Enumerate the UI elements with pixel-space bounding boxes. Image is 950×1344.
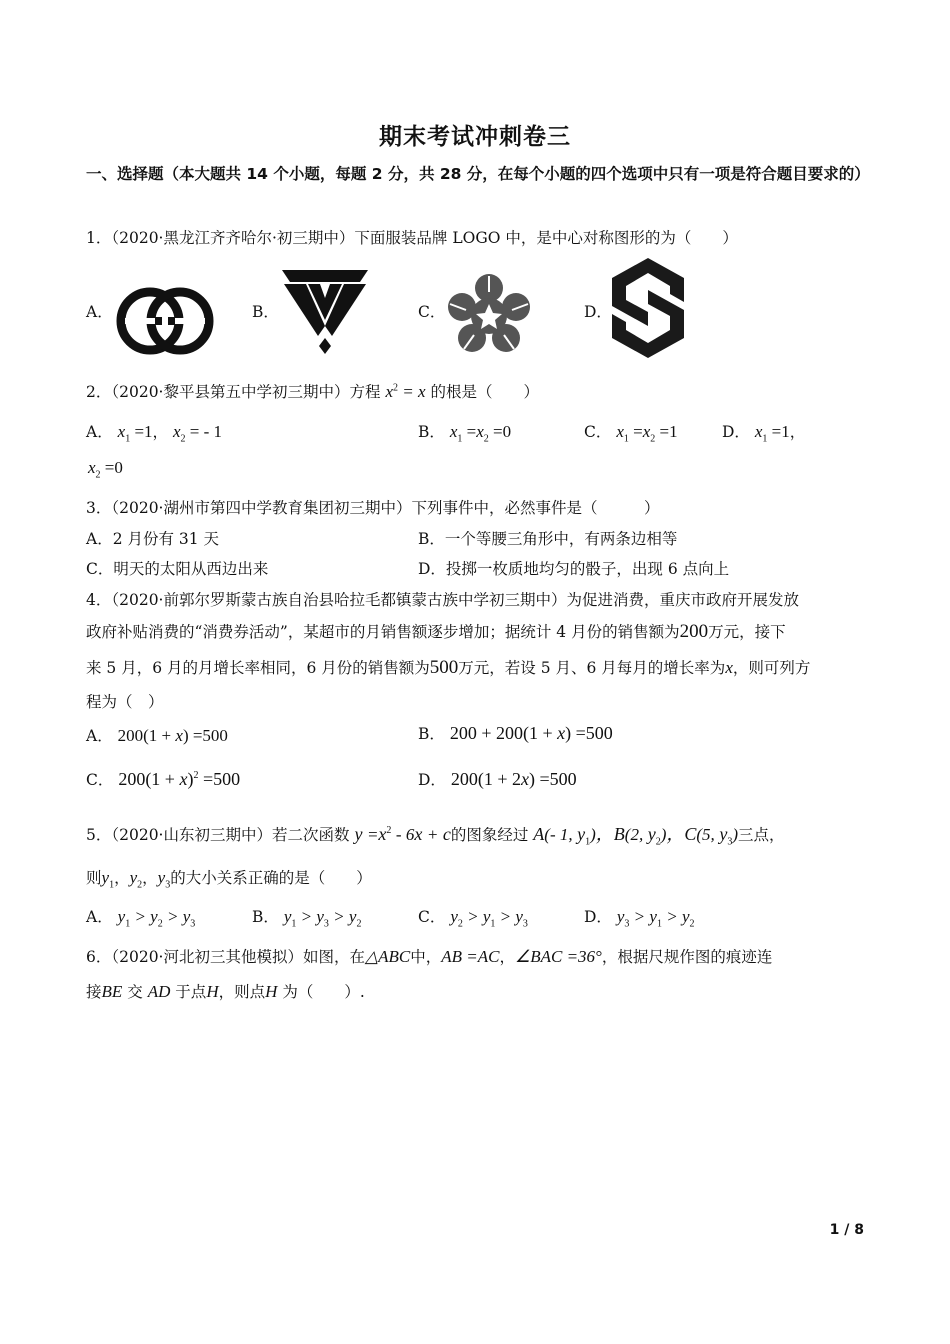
page-number: 1 / 8	[829, 1222, 864, 1238]
q2-stem-suffix: 的根是（ ）	[430, 383, 539, 401]
flower-logo-image	[446, 272, 532, 356]
q2-option-b-label: B．	[418, 423, 445, 441]
q1-stem: 1．（2020·黑龙江齐齐哈尔·初三期中）下面服装品牌 LOGO 中，是中心对称图形的为（ ）	[86, 229, 738, 247]
q3-option-d: D．投掷一枚质地均匀的骰子，出现 6 点向上	[418, 560, 730, 578]
q4-option-c: C． $200(1 + x)^2 =500$	[86, 769, 241, 789]
page-title: 期末考试冲刺卷三	[379, 124, 571, 150]
q6-line-1: 6．（2020·河北初三其他模拟）如图，在△ABC中，AB =AC，∠BAC =36°，根据尺规作图的痕迹连	[86, 947, 773, 966]
q3-stem: 3．（2020·湖州市第四中学教育集团初三期中）下列事件中，必然事件是（ ）	[86, 499, 660, 517]
q4-line-3-suffix: ，则可列方	[732, 659, 811, 677]
q6-line-1-middle-2: ，	[499, 948, 515, 966]
q4-option-a: A． 200(1 + x) =500	[86, 726, 228, 745]
q4-variable: x	[725, 658, 733, 677]
q2-option-d-continued: $x_2 =0$	[88, 458, 123, 481]
q5-option-c-label: C．	[418, 908, 446, 926]
q5-line-2-suffix: 的大小关系正确的是（ ）	[170, 869, 372, 887]
q5-option-d-label: D．	[584, 908, 612, 926]
v-shape-logo-image	[280, 268, 370, 356]
q3-option-a: A．2 月份有 31 天	[86, 530, 220, 548]
q5-option-c: C． $y_2 > y_1 > y_3$	[418, 907, 528, 930]
q1-option-a-label: A．	[86, 303, 113, 321]
section-heading: 一、选择题（本大题共 14 个小题，每题 2 分，共 28 分，在每个小题的四个选项中只有一项是符合题目要求的）	[86, 165, 870, 183]
q6-line-1-middle-1: 中，	[410, 948, 442, 966]
q4-line-2	[86, 620, 786, 643]
q3-option-c: C．明天的太阳从西边出来	[86, 560, 269, 578]
q2-option-a-label: A．	[86, 423, 113, 441]
q4-line-3-middle: 万元，若设 5 月、6 月每月的增长率为	[458, 659, 726, 677]
q2-option-d: D． $x_1 =1$，	[722, 422, 806, 445]
q6-line-2-middle-2: 于点	[175, 983, 207, 1001]
hexagon-s-logo-image	[610, 256, 686, 360]
q5-stem	[86, 820, 785, 848]
q4-line-3	[86, 656, 810, 679]
q6-line-1-prefix: 6．（2020·河北初三其他模拟）如图，在	[86, 948, 365, 966]
q5-stem-suffix: 三点，	[737, 826, 785, 844]
q5-stem-prefix: 5．（2020·山东初三期中）若二次函数	[86, 826, 350, 844]
q2-stem	[86, 380, 539, 402]
q2-option-c-label: C．	[584, 423, 612, 441]
q6-line-2-middle-3: ，则点	[218, 983, 266, 1001]
q5-line-2-prefix: 则	[86, 869, 102, 887]
q5-option-b-label: B．	[252, 908, 279, 926]
gucci-logo-image	[114, 284, 216, 358]
q4-line-4: 程为（ ）	[86, 693, 164, 711]
q2-option-b: B． $x_1 =x_2 =0$	[418, 422, 512, 445]
q4-sales-june: 500	[429, 657, 459, 678]
q6-line-1-suffix: ，根据尺规作图的痕迹连	[601, 948, 773, 966]
q6-line-2-prefix: 接	[86, 983, 102, 1001]
q1-option-c-label: C．	[418, 303, 446, 321]
q5-option-a-label: A．	[86, 908, 113, 926]
q1-option-b-label: B．	[252, 303, 279, 321]
q5-line-2: 则$y_1$，$y_2$，$y_3$的大小关系正确的是（ ）	[86, 868, 372, 891]
q2-option-a: A． $x_1 =1$， $x_2$ = - 1	[86, 422, 223, 445]
q4-line-1: 4．（2020·前郭尔罗斯蒙古族自治县哈拉毛都镇蒙古族中学初三期中）为促进消费，重庆市政府开展发放	[86, 591, 799, 609]
q4-line-2-prefix: 政府补贴消费的“消费券活动”，某超市的月销售额逐步增加；据统计 4 月份的销售额为	[86, 623, 680, 641]
q4-line-2-suffix: 万元，接下	[708, 623, 786, 641]
q2-option-d-label: D．	[722, 423, 750, 441]
q1-option-d-label: D．	[584, 303, 612, 321]
q6-line-2: 接BE 交 AD 于点H，则点H 为（ ）.	[86, 982, 365, 1001]
q3-option-b: B．一个等腰三角形中，有两条边相等	[418, 530, 678, 548]
q6-line-2-suffix: 为（ ）.	[282, 983, 365, 1001]
q2-equation: $x^2 = x$	[385, 382, 426, 401]
q5-points: A(- 1, $y_1$)，B(2, $y_2$)，C(5, $y_3$)	[533, 824, 738, 848]
q2-option-c: C． $x_1 =x_2 =1$	[584, 422, 678, 445]
q4-option-b-label: B．	[418, 725, 445, 743]
q4-option-a-label: A．	[86, 727, 113, 745]
q5-option-b: B． $y_1 > y_3 > y_2$	[252, 907, 362, 930]
q4-option-d: D． 200(1 + 2x) =500	[418, 769, 577, 789]
q4-sales-april: 200	[679, 621, 709, 642]
q2-stem-prefix: 2．（2020·黎平县第五中学初三期中）方程	[86, 383, 381, 401]
q4-line-3-prefix: 来 5 月，6 月的月增长率相同，6 月份的销售额为	[86, 659, 430, 677]
q4-option-d-label: D．	[418, 771, 446, 789]
q6-line-2-middle-1: 交	[127, 983, 143, 1001]
q5-option-a: A． $y_1 > y_2 > y_3$	[86, 907, 196, 930]
q5-stem-middle: 的图象经过	[450, 826, 529, 844]
q4-option-c-label: C．	[86, 771, 114, 789]
q5-option-d: D． $y_3 > y_1 > y_2$	[584, 907, 695, 930]
q5-function: $y =x^2 - 6x + c$	[354, 824, 451, 844]
q4-option-b: B． 200 + 200(1 + x) =500	[418, 723, 613, 743]
